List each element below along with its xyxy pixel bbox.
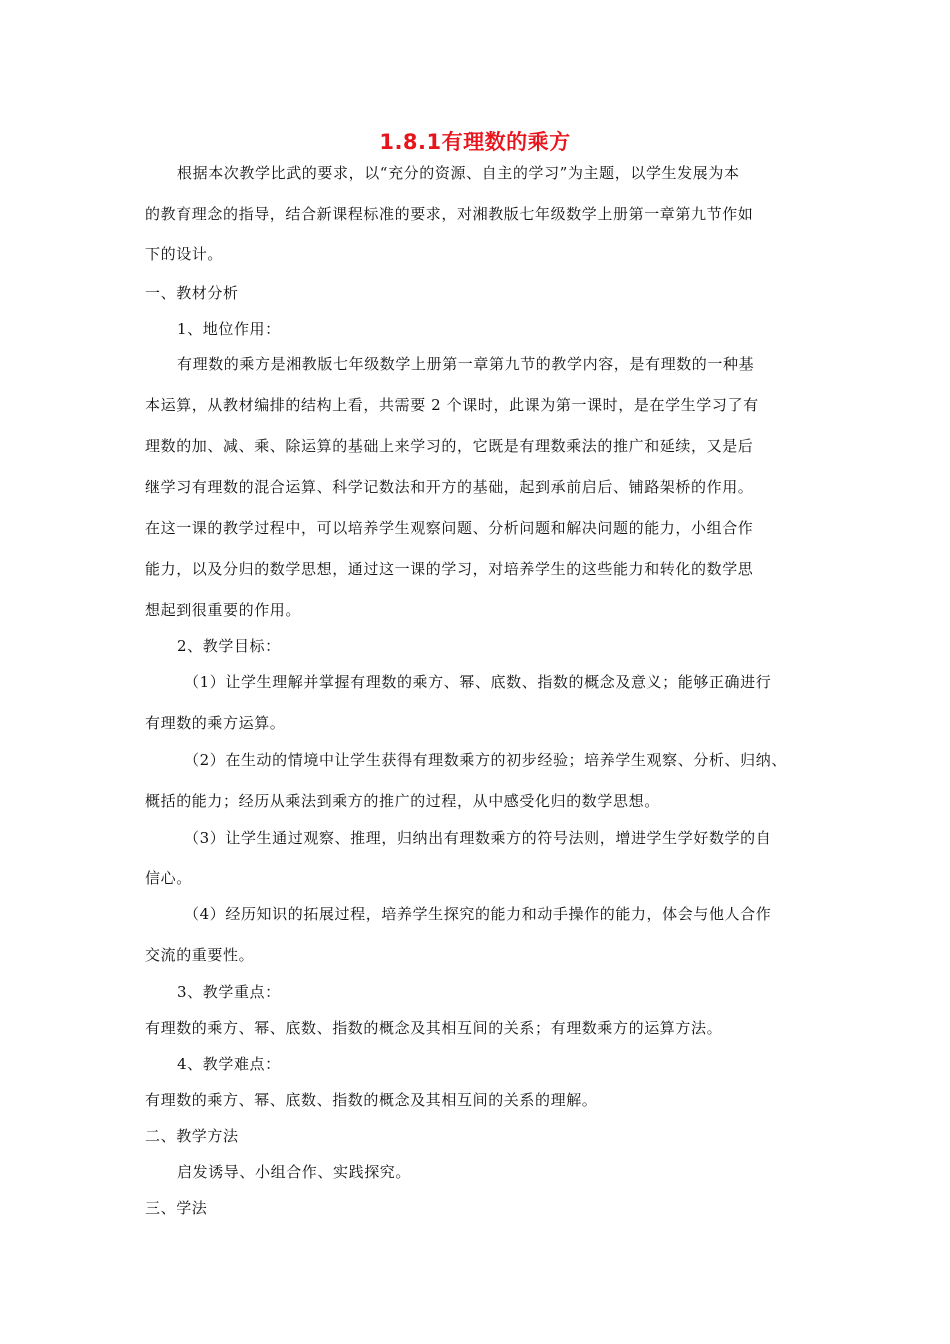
paragraph-line: 启发诱导、小组合作、实践探究。 (177, 1163, 412, 1181)
paragraph-line: 有理数的乘方是湘教版七年级数学上册第一章第九节的教学内容，是有理数的一种基 (177, 355, 755, 373)
paragraph-line: 有理数的乘方、幂、底数、指数的概念及其相互间的关系的理解。 (145, 1091, 598, 1109)
paragraph-line: 概括的能力；经历从乘法到乘方的推广的过程，从中感受化归的数学思想。 (145, 792, 660, 810)
paragraph-line: 信心。 (145, 869, 192, 887)
section-heading: 一、教材分析 (145, 284, 239, 302)
list-item: （1）让学生理解并掌握有理数的乘方、幂、底数、指数的概念及意义；能够正确进行 (184, 673, 772, 691)
paragraph-line: 在这一课的教学过程中，可以培养学生观察问题、分析问题和解决问题的能力，小组合作 (145, 519, 754, 537)
section-heading: 三、学法 (145, 1199, 208, 1217)
list-item: （2）在生动的情境中让学生获得有理数乘方的初步经验；培养学生观察、分析、归纳、 (184, 751, 787, 769)
paragraph-line: 根据本次教学比武的要求，以“充分的资源、自主的学习”为主题，以学生发展为本 (177, 164, 740, 182)
subsection-heading: 2、教学目标： (177, 637, 281, 655)
paragraph-line: 理数的加、减、乘、除运算的基础上来学习的，它既是有理数乘法的推广和延续，又是后 (145, 437, 754, 455)
paragraph-line: 有理数的乘方、幂、底数、指数的概念及其相互间的关系；有理数乘方的运算方法。 (145, 1019, 723, 1037)
paragraph-line: 想起到很重要的作用。 (145, 601, 302, 619)
document-title: 1.8.1有理数的乘方 (379, 130, 571, 154)
paragraph-line: 下的设计。 (145, 245, 224, 263)
subsection-heading: 3、教学重点： (177, 983, 281, 1001)
section-heading: 二、教学方法 (145, 1127, 239, 1145)
paragraph-line: 的教育理念的指导，结合新课程标准的要求，对湘教版七年级数学上册第一章第九节作如 (145, 205, 754, 223)
subsection-heading: 4、教学难点： (177, 1055, 281, 1073)
paragraph-line: 能力，以及分归的数学思想，通过这一课的学习，对培养学生的这些能力和转化的数学思 (145, 560, 754, 578)
paragraph-line: 本运算，从教材编排的结构上看，共需要 2 个课时，此课为第一课时，是在学生学习了有 (145, 396, 759, 414)
paragraph-line: 交流的重要性。 (145, 946, 255, 964)
list-item: （3）让学生通过观察、推理，归纳出有理数乘方的符号法则，增进学生学好数学的自 (184, 829, 772, 847)
paragraph-line: 继学习有理数的混合运算、科学记数法和开方的基础，起到承前启后、铺路架桥的作用。 (145, 478, 754, 496)
subsection-heading: 1、地位作用： (177, 320, 281, 338)
list-item: （4）经历知识的拓展过程，培养学生探究的能力和动手操作的能力，体会与他人合作 (184, 905, 772, 923)
paragraph-line: 有理数的乘方运算。 (145, 714, 286, 732)
